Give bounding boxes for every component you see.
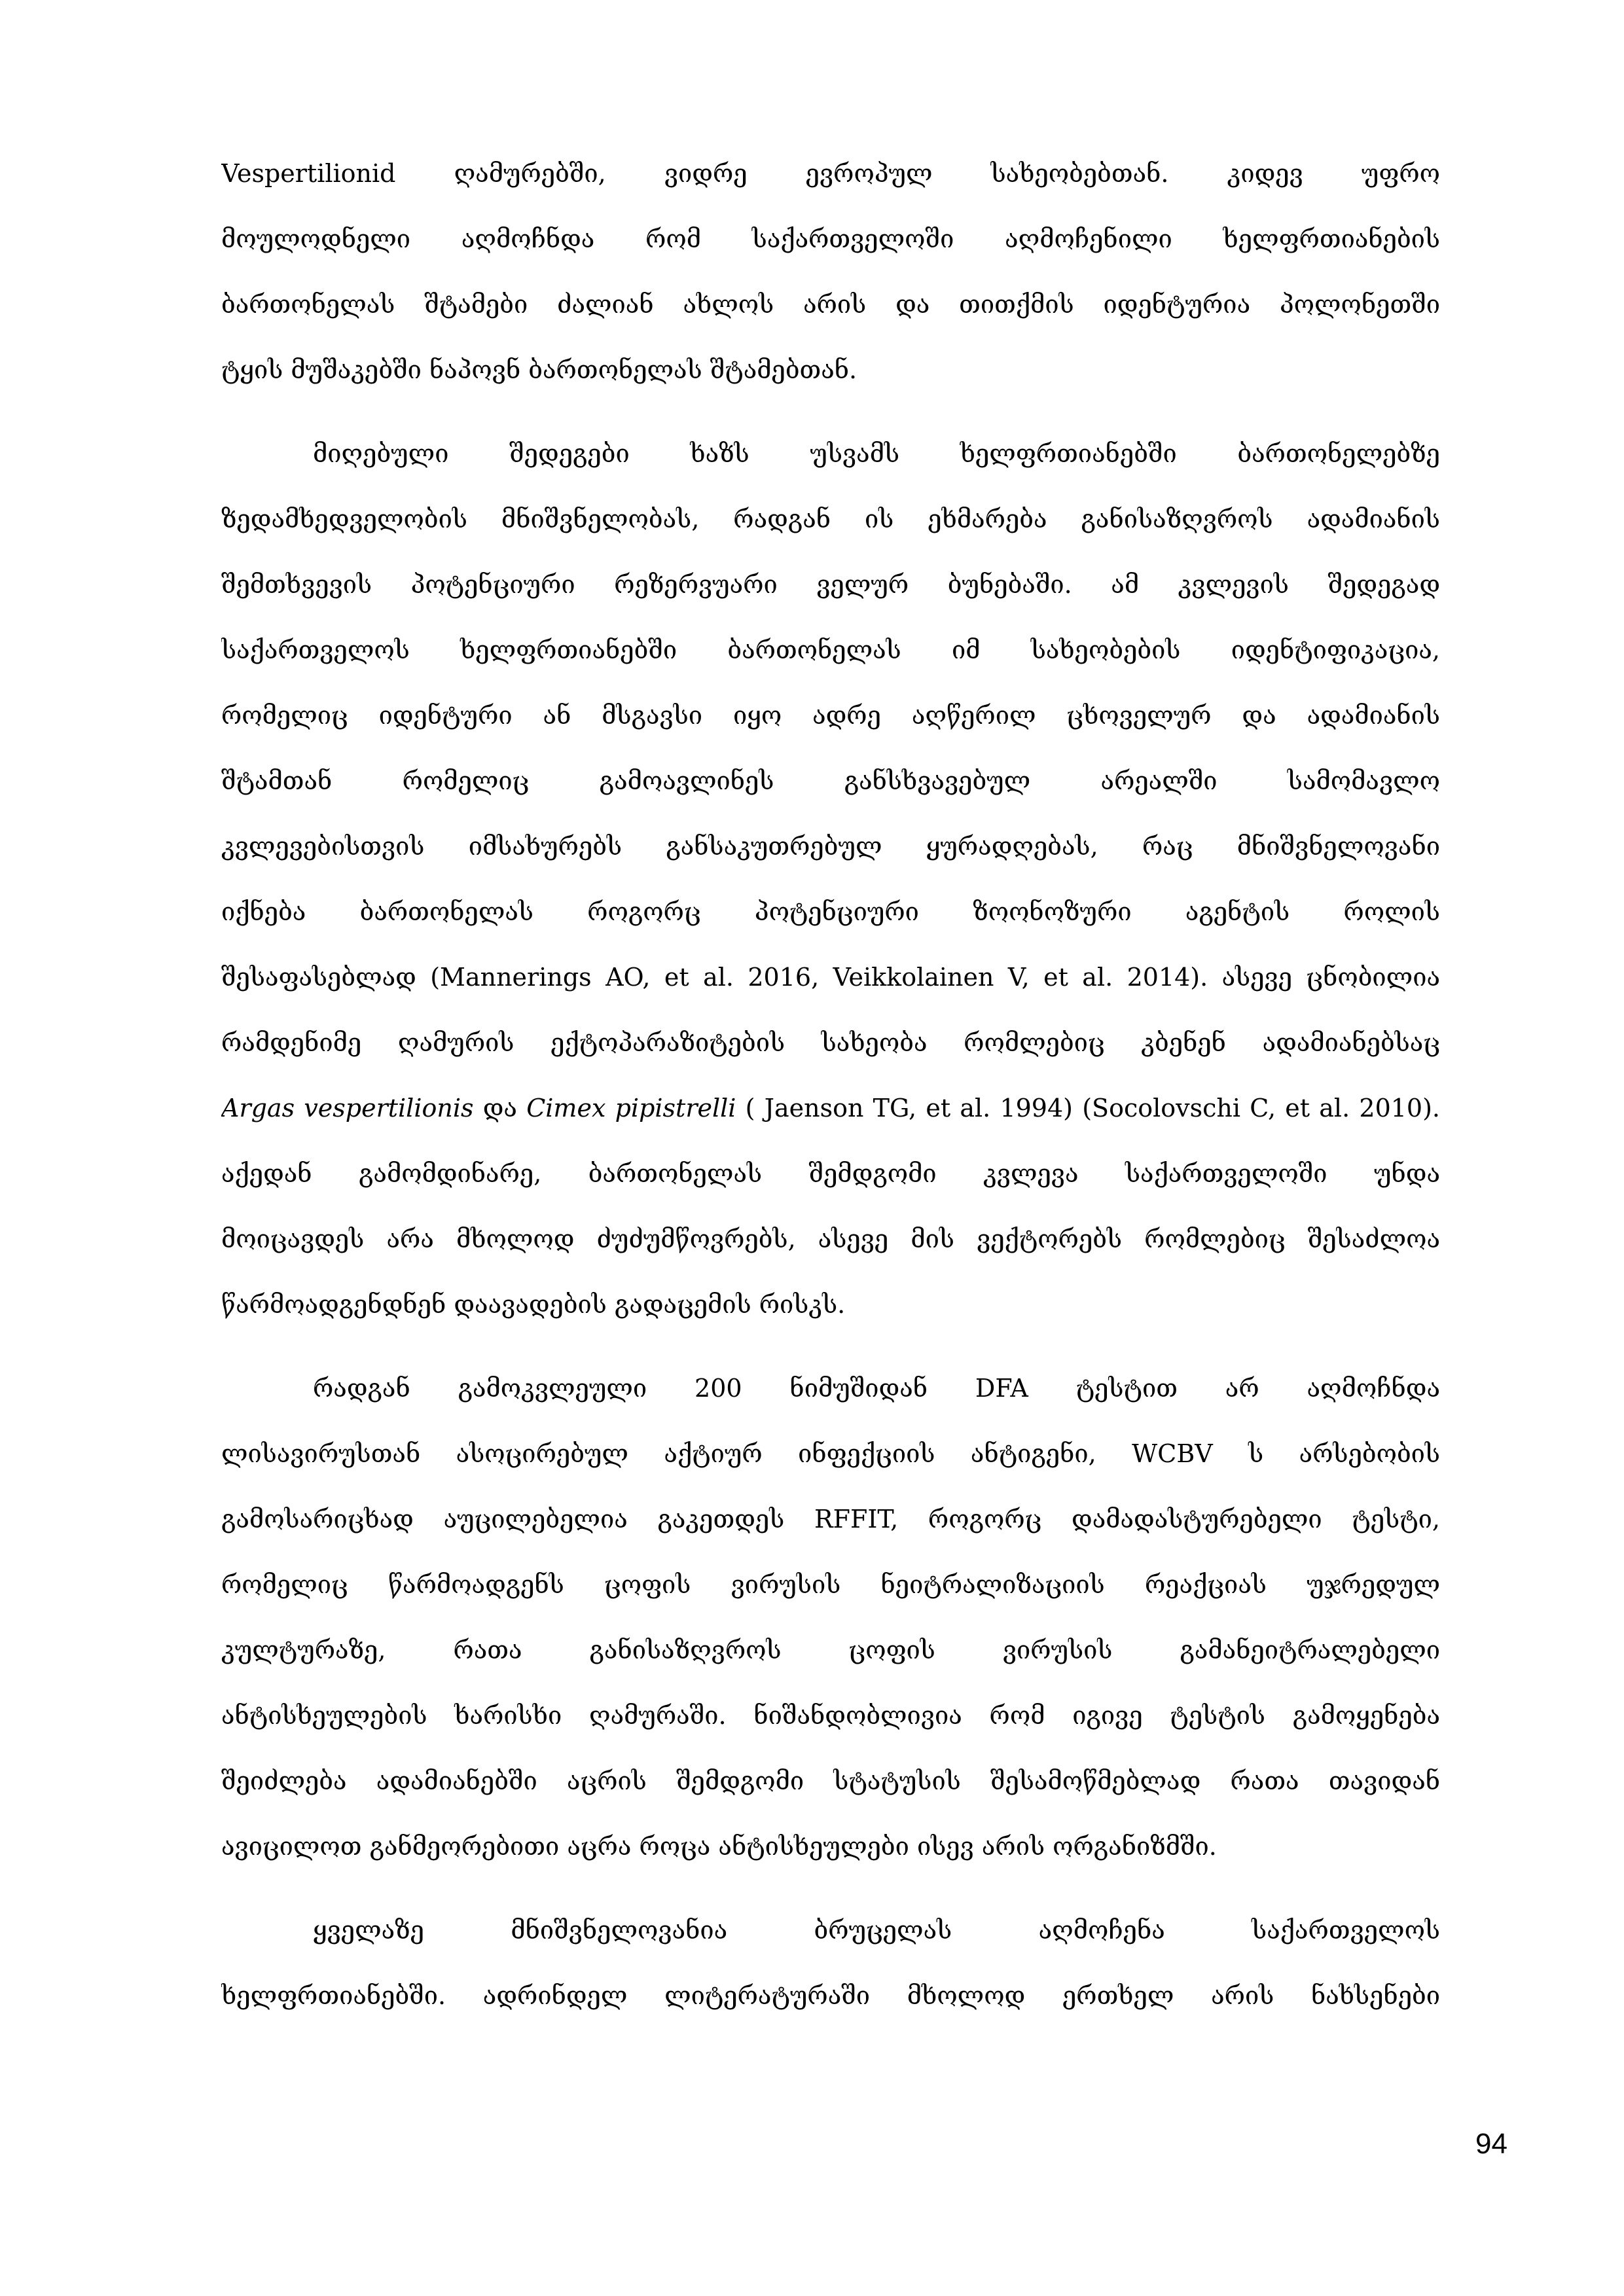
text-run: ხელფრთიანებში. ადრინდელ ლიტერატურაში მხოლოდ ერთხელ არის ნახსენები (221, 1981, 1440, 2010)
text-line (221, 1552, 1440, 1617)
text-line (221, 272, 1440, 337)
text-line (221, 206, 1440, 272)
text-line (221, 421, 1440, 486)
text-run: იქნება ბართონელას როგორც პოტენციური ზოონოზური აგენტის როლის (221, 897, 1440, 926)
text-run: წარმოადგენდნენ დაავადების გადაცემის რისკს. (221, 1290, 846, 1319)
text-line (221, 1272, 1440, 1337)
text-run: მოიცავდეს არა მხოლოდ ძუძუმწოვრებს, ასევე მის ვექტორებს რომლებიც შესაძლოა (221, 1225, 1440, 1253)
text-line (221, 1421, 1440, 1486)
text-line (221, 1963, 1440, 2028)
text-line (221, 141, 1440, 206)
text-line (221, 1748, 1440, 1814)
text-run: მოულოდნელი აღმოჩნდა რომ საქართველოში აღმოჩენილი ხელფრთიანების (221, 224, 1440, 253)
text-run: და (482, 1094, 527, 1122)
text-line (221, 1617, 1440, 1683)
text-line (221, 1206, 1440, 1272)
text-line (221, 486, 1440, 552)
text-run: ტყის მუშაკებში ნაპოვნ ბართონელას შტამებთან. (221, 355, 857, 384)
text-line (221, 944, 1440, 1010)
text-run: საქართველოს ხელფრთიანებში ბართონელას იმ სახეობების იდენტიფიკაცია, (221, 636, 1440, 664)
text-run: შეიძლება ადამიანებში აცრის შემდგომი სტატუსის შესამოწმებლად რათა თავიდან (221, 1767, 1440, 1795)
text-run: ბართონელას შტამები ძალიან ახლოს არის და თითქმის იდენტურია პოლონეთში (221, 290, 1440, 319)
text-run: კულტურაზე, რათა განისაზღვროს ცოფის ვირუსის გამანეიტრალებელი (221, 1636, 1440, 1664)
text-line (221, 1010, 1440, 1075)
paragraph-4 (221, 1897, 1440, 2028)
text-run: გამოსარიცხად აუცილებელია გაკეთდეს RFFIT, როგორც დამადასტურებელი ტესტი, (221, 1505, 1440, 1534)
text-run: მიღებული შედეგები ხაზს უსვამს ხელფრთიანებში ბართონელებზე (313, 439, 1440, 468)
text-run: ავიცილოთ განმეორებითი აცრა როცა ანტისხეულები ისევ არის ორგანიზმში. (221, 1832, 1217, 1861)
text-line (221, 1355, 1440, 1421)
text-line (221, 1486, 1440, 1552)
text-line (221, 879, 1440, 944)
text-line (221, 1141, 1440, 1206)
text-run: რადგან გამოკვლეული 200 ნიმუშიდან DFA ტესტით არ აღმოჩნდა (313, 1374, 1440, 1403)
text-line (221, 683, 1440, 748)
species-name-italic: Cimex pipistrelli (526, 1094, 736, 1122)
text-run: რამდენიმე ღამურის ექტოპარაზიტების სახეობა რომლებიც კბენენ ადამიანებსაც (221, 1028, 1440, 1057)
text-line (221, 1075, 1440, 1141)
page-number: 94 (1475, 2128, 1507, 2160)
text-run: შესაფასებლად (Mannerings AO, et al. 2016, Veikkolainen V, et al. 2014). ასევე ცნობილია (221, 963, 1440, 992)
paragraph-3 (221, 1355, 1440, 1879)
text-run: შტამთან რომელიც გამოავლინეს განსხვავებულ არეალში სამომავლო (221, 766, 1440, 795)
text-run: ზედამხედველობის მნიშვნელობას, რადგან ის ეხმარება განისაზღვროს ადამიანის (221, 505, 1440, 533)
text-run: რომელიც წარმოადგენს ცოფის ვირუსის ნეიტრალიზაციის რეაქციას უჯრედულ (221, 1570, 1440, 1599)
paragraph-1 (221, 141, 1440, 403)
text-run: ლისავირუსთან ასოცირებულ აქტიურ ინფექციის ანტიგენი, WCBV ს არსებობის (221, 1439, 1440, 1468)
paragraph-2 (221, 421, 1440, 1337)
document-body (221, 141, 1440, 2047)
text-run: კვლევებისთვის იმსახურებს განსაკუთრებულ ყურადღებას, რაც მნიშვნელოვანი (221, 832, 1440, 861)
text-run: ყველაზე მნიშვნელოვანია ბრუცელას აღმოჩენა საქართველოს (313, 1916, 1440, 1945)
text-run: აქედან გამომდინარე, ბართონელას შემდგომი კვლევა საქართველოში უნდა (221, 1159, 1440, 1188)
text-run: Vespertilionid ღამურებში, ვიდრე ევროპულ სახეობებთან. კიდევ უფრო (221, 159, 1440, 188)
text-line (221, 748, 1440, 814)
text-run: რომელიც იდენტური ან მსგავსი იყო ადრე აღწერილ ცხოველურ და ადამიანის (221, 701, 1440, 730)
text-line (221, 337, 1440, 403)
text-line (221, 552, 1440, 617)
text-line (221, 1897, 1440, 1963)
text-line (221, 617, 1440, 683)
species-name-italic: Argas vespertilionis (221, 1094, 483, 1122)
text-run: ( Jaenson TG, et al. 1994) (Socolovschi C, et al. 2010). (736, 1094, 1440, 1122)
text-line (221, 1683, 1440, 1748)
text-line (221, 814, 1440, 879)
text-line (221, 1814, 1440, 1879)
text-run: ანტისხეულების ხარისხი ღამურაში. ნიშანდობლივია რომ იგივე ტესტის გამოყენება (221, 1701, 1440, 1730)
text-run: შემთხვევის პოტენციური რეზერვუარი ველურ ბუნებაში. ამ კვლევის შედეგად (221, 570, 1440, 599)
